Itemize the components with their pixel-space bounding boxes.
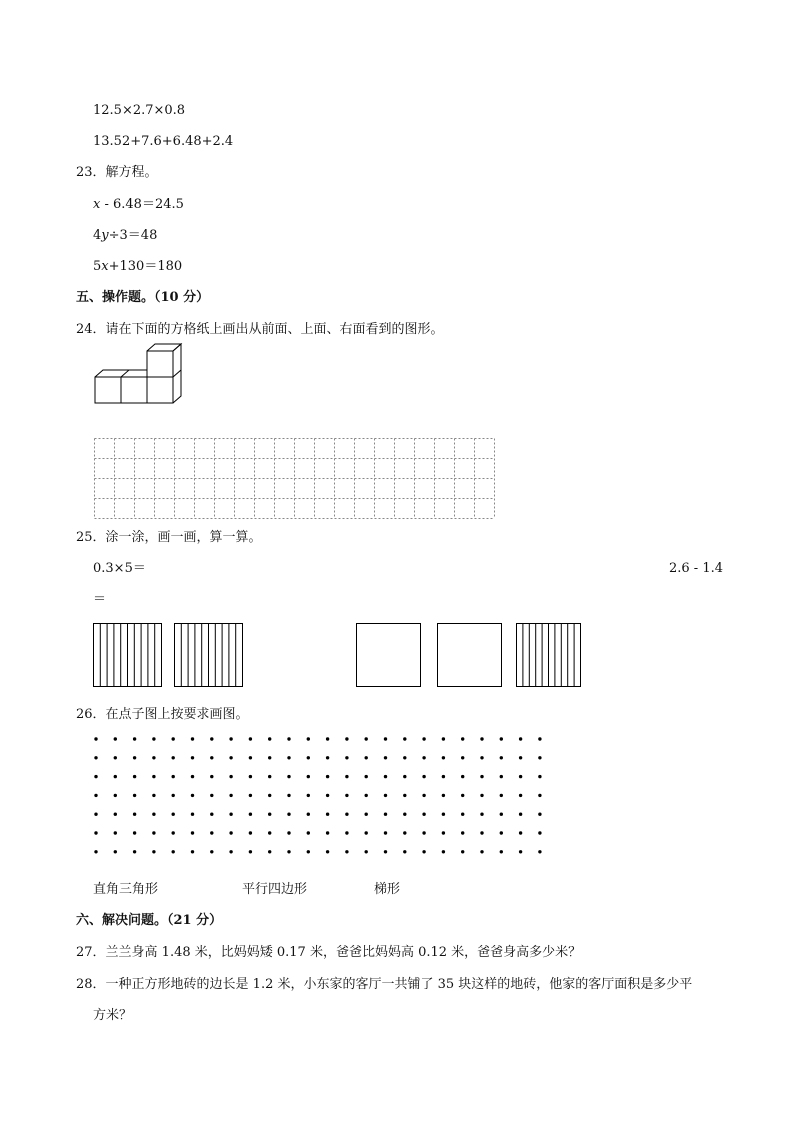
eq3-variable: x [101, 259, 109, 274]
grid-dot [268, 756, 271, 759]
q23-label: 23．解方程。 [76, 165, 158, 180]
grid-dot [403, 775, 406, 778]
grid-dot [384, 813, 387, 816]
grid-dot [114, 756, 117, 759]
grid-dot [307, 756, 310, 759]
q28-text-line-1: 28．一种正方形地砖的边长是 1.2 米，小东家的客厅一共铺了 35 块这样的地砖，他家的客厅面积是多少平 [76, 977, 693, 992]
grid-dot [268, 775, 271, 778]
grid-dot [326, 850, 329, 853]
q27-text: 27．兰兰身高 1.48 米，比妈妈矮 0.17 米，爸爸比妈妈高 0.12 米，爸爸身高多少米？ [76, 945, 582, 960]
grid-dot [365, 813, 368, 816]
grid-dot [229, 813, 232, 816]
grid-dot [422, 813, 425, 816]
q26-label: 26．在点子图上按要求画图。 [76, 707, 249, 722]
grid-dot [461, 850, 464, 853]
grid-dot [422, 775, 425, 778]
q25-expression-left: 0.3×5＝ [93, 561, 146, 576]
grid-dot [480, 813, 483, 816]
grid-dot [461, 813, 464, 816]
grid-dot [442, 775, 445, 778]
grid-dot [133, 794, 136, 797]
eq1-variable: x [93, 197, 101, 212]
grid-dot [191, 831, 194, 834]
grid-dot [326, 775, 329, 778]
grid-dot [287, 775, 290, 778]
eq1-rest: - 6.48＝24.5 [100, 197, 184, 212]
grid-dot [114, 737, 117, 740]
grid-dot [249, 756, 252, 759]
grid-dot [152, 850, 155, 853]
grid-dot [94, 794, 97, 797]
grid-dot [326, 737, 329, 740]
grid-dot [422, 756, 425, 759]
eq2-rest: ÷3＝48 [108, 228, 158, 243]
grid-dot [345, 813, 348, 816]
striped-square-1[interactable] [93, 623, 162, 687]
grid-dot [403, 756, 406, 759]
grid-dot [480, 756, 483, 759]
grid-dot [461, 831, 464, 834]
grid-dot [461, 775, 464, 778]
grid-dot [229, 831, 232, 834]
grid-dot [326, 756, 329, 759]
grid-dot [345, 831, 348, 834]
grid-dot [249, 831, 252, 834]
grid-dot [152, 794, 155, 797]
calc-line-1: 12.5×2.7×0.8 [93, 103, 186, 118]
grid-dot [249, 775, 252, 778]
grid-dot [461, 737, 464, 740]
calc-line-2: 13.52+7.6+6.48+2.4 [93, 134, 234, 149]
grid-dot [114, 794, 117, 797]
grid-dot [210, 775, 213, 778]
grid-dot [268, 813, 271, 816]
grid-dot [519, 756, 522, 759]
grid-dot [229, 850, 232, 853]
grid-dot [422, 831, 425, 834]
grid-dot [172, 737, 175, 740]
grid-dot [287, 794, 290, 797]
grid-dot [365, 737, 368, 740]
grid-dot [114, 831, 117, 834]
grid-dot [519, 794, 522, 797]
grid-dot [133, 756, 136, 759]
grid-dot [403, 737, 406, 740]
q24-label: 24．请在下面的方格纸上画出从前面、上面、右面看到的图形。 [76, 322, 444, 337]
grid-dot [538, 756, 541, 759]
grid-dot [480, 775, 483, 778]
grid-dot [94, 850, 97, 853]
grid-dot [422, 850, 425, 853]
eq3-coef: 5 [93, 259, 102, 274]
grid-dot [403, 794, 406, 797]
grid-dot [210, 831, 213, 834]
eq3-rest: +130＝180 [108, 259, 183, 274]
grid-dot [345, 737, 348, 740]
grid-dot [152, 831, 155, 834]
grid-dot [191, 737, 194, 740]
grid-dot [172, 850, 175, 853]
grid-dot [152, 775, 155, 778]
grid-dot [229, 775, 232, 778]
grid-dot [133, 775, 136, 778]
grid-dot [538, 775, 541, 778]
grid-dot [133, 813, 136, 816]
grid-dot [172, 756, 175, 759]
grid-dot [191, 813, 194, 816]
striped-square-3[interactable] [516, 623, 582, 687]
grid-dot [461, 794, 464, 797]
grid-dot [519, 850, 522, 853]
grid-dot [500, 756, 503, 759]
grid-dot [268, 737, 271, 740]
grid-dot [365, 794, 368, 797]
grid-dot [480, 831, 483, 834]
grid-dot [133, 831, 136, 834]
grid-dot [287, 737, 290, 740]
grid-dot [480, 737, 483, 740]
q23-equation-2 [93, 227, 157, 245]
eq2-coef: 4 [93, 228, 102, 243]
blank-square-1[interactable] [356, 623, 422, 687]
grid-dot [500, 775, 503, 778]
grid-dot [172, 813, 175, 816]
grid-dot [403, 831, 406, 834]
grid-dot [442, 850, 445, 853]
section-5-heading: 五、操作题。（10 分） [76, 290, 210, 305]
grid-dot [210, 794, 213, 797]
grid-dot [268, 794, 271, 797]
grid-dot [538, 850, 541, 853]
grid-dot [500, 831, 503, 834]
grid-dot [538, 794, 541, 797]
grid-dot [133, 737, 136, 740]
grid-dot [114, 775, 117, 778]
grid-dot [519, 775, 522, 778]
grid-dot [94, 831, 97, 834]
grid-dot [365, 775, 368, 778]
grid-dot [384, 850, 387, 853]
grid-dot [210, 850, 213, 853]
grid-dot [345, 794, 348, 797]
grid-dot [365, 756, 368, 759]
grid-dot [191, 850, 194, 853]
grid-dot [326, 813, 329, 816]
grid-dot [210, 756, 213, 759]
grid-dot [500, 737, 503, 740]
dashed-grid-paper[interactable] [94, 438, 496, 520]
eq2-variable: y [101, 228, 109, 243]
blank-square-2[interactable] [437, 623, 503, 687]
grid-dot [326, 831, 329, 834]
grid-dot [345, 850, 348, 853]
grid-dot [172, 775, 175, 778]
grid-dot [287, 813, 290, 816]
grid-dot [307, 850, 310, 853]
grid-dot [210, 737, 213, 740]
grid-dot [191, 775, 194, 778]
grid-dot [365, 831, 368, 834]
grid-dot [210, 813, 213, 816]
grid-dot [249, 850, 252, 853]
grid-dot [229, 794, 232, 797]
grid-dot [229, 756, 232, 759]
grid-dot [442, 737, 445, 740]
grid-dot [307, 737, 310, 740]
q28-text-line-2: 方米？ [93, 1008, 133, 1023]
grid-dot [442, 756, 445, 759]
grid-dot [422, 737, 425, 740]
grid-dot [307, 775, 310, 778]
grid-dot [94, 775, 97, 778]
grid-dot [307, 813, 310, 816]
grid-dot [538, 737, 541, 740]
grid-dot [519, 737, 522, 740]
grid-dot [249, 794, 252, 797]
grid-dot [384, 756, 387, 759]
grid-dot [94, 737, 97, 740]
q25-label: 25．涂一涂，画一画，算一算。 [76, 530, 262, 545]
grid-dot [307, 831, 310, 834]
grid-dot [268, 831, 271, 834]
grid-dot [538, 813, 541, 816]
grid-dot [326, 794, 329, 797]
grid-dot [94, 756, 97, 759]
grid-dot [384, 831, 387, 834]
grid-dot [307, 794, 310, 797]
grid-dot [519, 813, 522, 816]
grid-dot [152, 813, 155, 816]
grid-dot [345, 775, 348, 778]
q23-equation-3 [93, 258, 182, 276]
grid-dot [268, 850, 271, 853]
grid-dot [287, 850, 290, 853]
grid-dot [384, 737, 387, 740]
grid-dot [461, 756, 464, 759]
grid-dot [384, 775, 387, 778]
grid-dot [442, 813, 445, 816]
grid-dot [345, 756, 348, 759]
grid-dot [133, 850, 136, 853]
grid-dot [480, 794, 483, 797]
dot-grid[interactable] [93, 736, 559, 866]
grid-dot [249, 813, 252, 816]
grid-dot [480, 850, 483, 853]
grid-dot [365, 850, 368, 853]
q25-expression-right: 2.6 - 1.4 [669, 561, 724, 576]
grid-dot [249, 737, 252, 740]
grid-dot [422, 794, 425, 797]
grid-dot [500, 794, 503, 797]
striped-square-2[interactable] [174, 623, 243, 687]
grid-dot [403, 850, 406, 853]
grid-dot [172, 831, 175, 834]
grid-dot [152, 737, 155, 740]
shape-label-parallelogram: 平行四边形 [242, 882, 308, 897]
grid-dot [94, 813, 97, 816]
grid-dot [287, 756, 290, 759]
q25-equals-sign: ＝ [93, 592, 107, 607]
grid-dot [114, 850, 117, 853]
grid-dot [500, 813, 503, 816]
grid-dot [229, 737, 232, 740]
grid-dot [442, 794, 445, 797]
grid-dot [287, 831, 290, 834]
shape-label-trapezoid: 梯形 [374, 882, 401, 897]
cube-figure [92, 343, 184, 407]
grid-dot [403, 813, 406, 816]
grid-dot [538, 831, 541, 834]
grid-dot [191, 794, 194, 797]
grid-dot [152, 756, 155, 759]
grid-dot [172, 794, 175, 797]
grid-dot [519, 831, 522, 834]
shape-label-right-triangle: 直角三角形 [93, 882, 159, 897]
grid-dot [191, 756, 194, 759]
grid-dot [500, 850, 503, 853]
grid-dot [442, 831, 445, 834]
grid-dot [384, 794, 387, 797]
q23-equation-1 [93, 196, 184, 214]
section-6-heading: 六、解决问题。（21 分） [76, 913, 223, 928]
grid-dot [114, 813, 117, 816]
